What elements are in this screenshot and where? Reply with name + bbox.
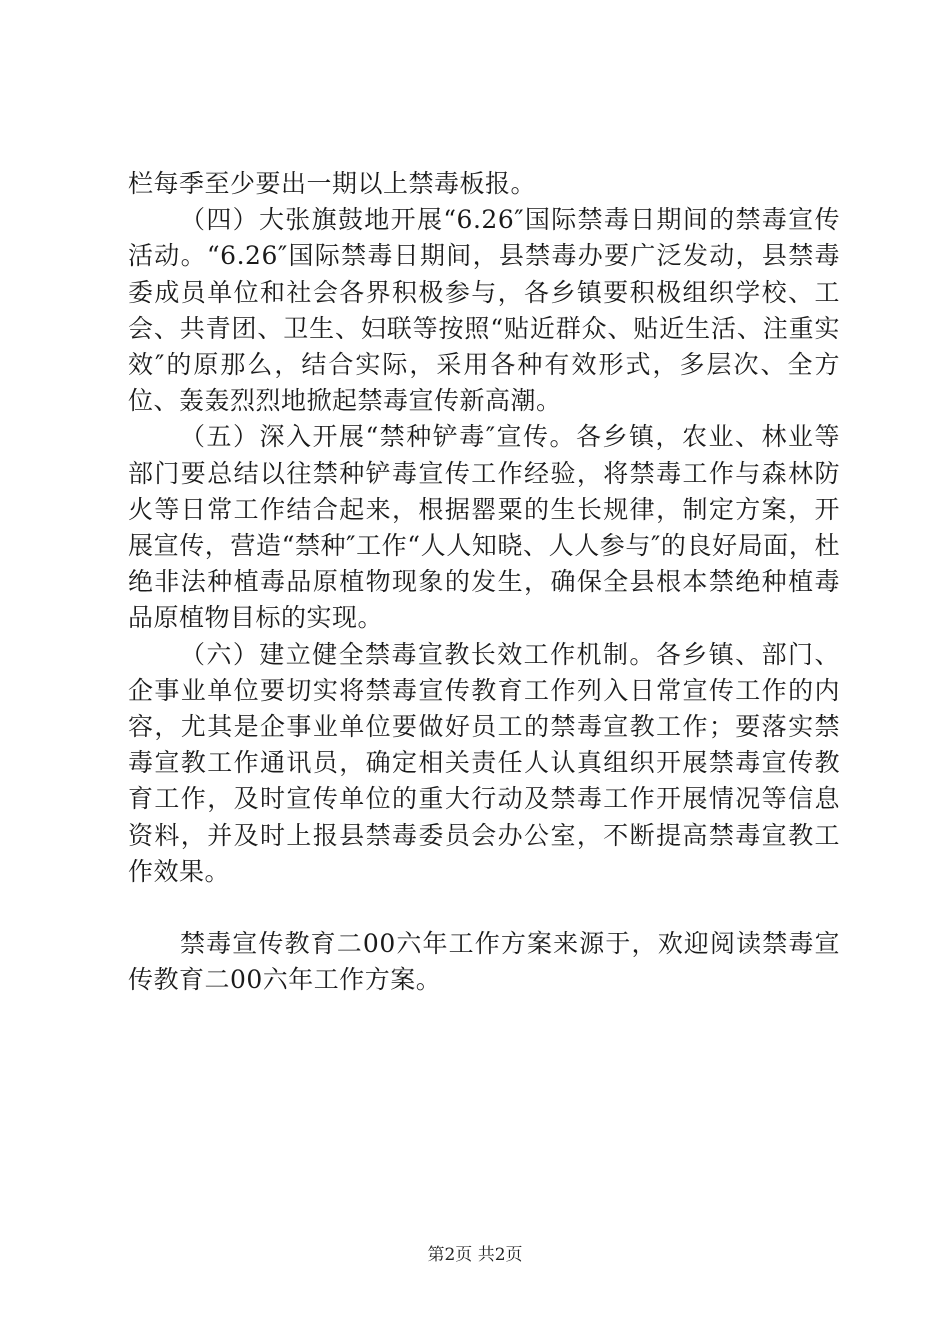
paragraph-section-5: （五）深入开展“禁种铲毒″宣传。各乡镇，农业、林业等部门要总结以往禁种铲毒宣传工作经验，将禁毒工作与森林防火等日常工作结合起来，根据罂粟的生长规律，制定方案，开展宣传，营造“禁种″工作“人人知晓、人人参与″的良好局面，杜绝非法种植毒品原植物现象的发生，确保全县根本禁绝种植毒品原植物目标的实现。: [128, 422, 840, 633]
paragraph-section-4: （四）大张旗鼓地开展“6.26″国际禁毒日期间的禁毒宣传活动。“6.26″国际禁毒日期间，县禁毒办要广泛发动，县禁毒委成员单位和社会各界积极参与，各乡镇要积极组织学校、工会、共青团、卫生、妇联等按照“贴近群众、贴近生活、注重实效″的原那么，结合实际，采用各种有效形式，多层次、全方位、轰轰烈烈地掀起禁毒宣传新高潮。: [128, 205, 840, 416]
page-footer: 第2页 共2页: [427, 1245, 523, 1265]
document-body: [128, 166, 840, 998]
paragraph-continuation: 栏每季至少要出一期以上禁毒板报。: [128, 169, 537, 198]
closing-paragraph: 禁毒宣传教育二00六年工作方案来源于，欢迎阅读禁毒宣传教育二00六年工作方案。: [128, 929, 840, 995]
paragraph-spacer: [128, 890, 840, 926]
paragraph-section-6: （六）建立健全禁毒宣教长效工作机制。各乡镇、部门、企事业单位要切实将禁毒宣传教育工作列入日常宣传工作的内容，尤其是企事业单位要做好员工的禁毒宣教工作；要落实禁毒宣教工作通讯员，确定相关责任人认真组织开展禁毒宣传教育工作，及时宣传单位的重大行动及禁毒工作开展情况等信息资料，并及时上报县禁毒委员会办公室，不断提高禁毒宣教工作效果。: [128, 639, 840, 886]
